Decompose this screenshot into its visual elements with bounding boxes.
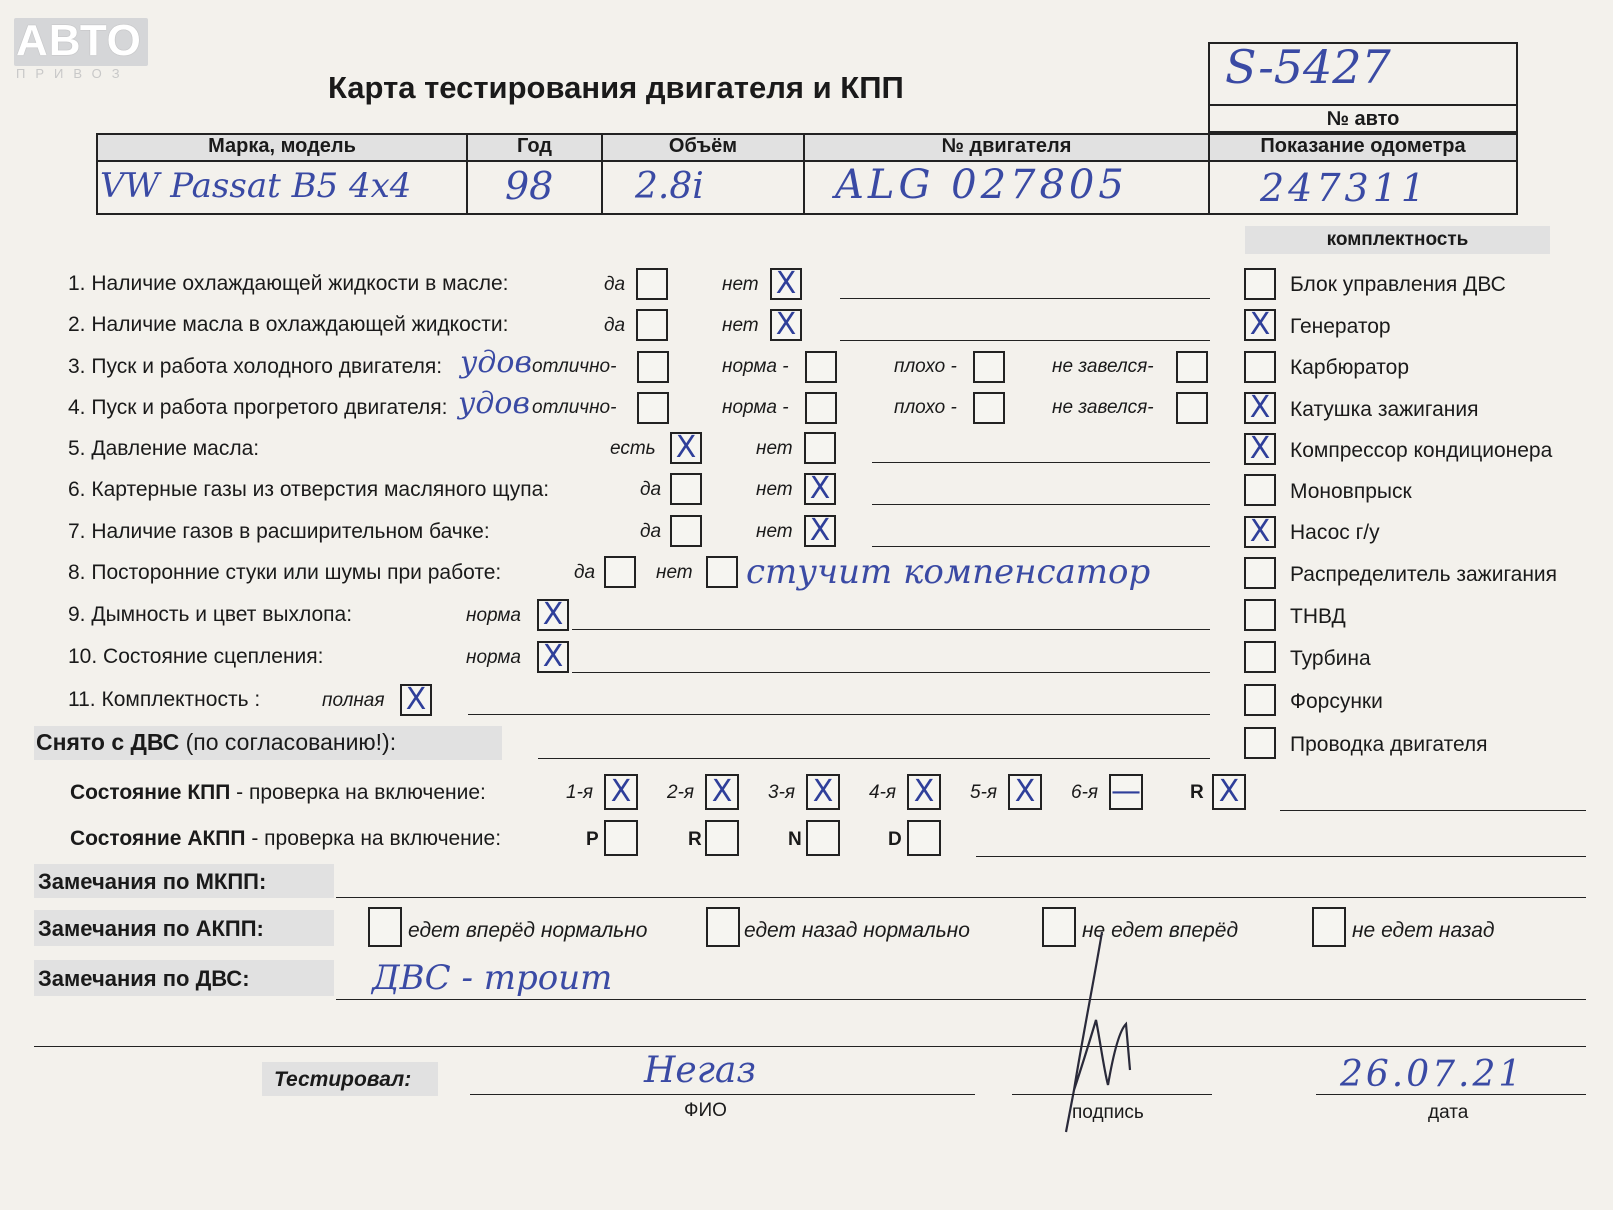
- checkbox-cold-excellent[interactable]: [637, 351, 669, 383]
- item-text: Дымность и цвет выхлопа:: [91, 603, 353, 626]
- checkbox-gear-5[interactable]: X: [1008, 774, 1042, 810]
- kit-checkbox-wiring[interactable]: [1244, 727, 1276, 759]
- opt-label: да: [640, 479, 662, 500]
- akpp-label-rest: - проверка на включение:: [245, 827, 502, 850]
- item-5: [68, 437, 259, 461]
- model-value: VW Passat B5 4x4: [100, 166, 412, 206]
- akpp-opt-label: едет вперёд нормально: [408, 919, 648, 942]
- kit-label-ecu: Блок управления ДВС: [1290, 273, 1506, 296]
- akpp-label: [70, 827, 501, 851]
- kit-checkbox-injection-pump[interactable]: [1244, 599, 1276, 631]
- item-7: [68, 520, 490, 544]
- page-title: Карта тестирования двигателя и КПП: [328, 70, 904, 105]
- entry-line: [468, 714, 1210, 715]
- checkbox-mode-d[interactable]: [907, 820, 941, 856]
- checkbox-coolant-oil-yes[interactable]: [636, 268, 668, 300]
- checkbox-warm-normal[interactable]: [805, 392, 837, 424]
- opt-label: да: [640, 521, 662, 542]
- logo: АВТО: [16, 16, 142, 65]
- item-number: 6.: [68, 478, 86, 501]
- item-number: 1.: [68, 272, 86, 295]
- gear-label: 6-я: [1071, 782, 1099, 803]
- kpp-label-bold: Состояние КПП: [70, 781, 231, 804]
- checkbox-cold-normal[interactable]: [805, 351, 837, 383]
- item-text: Посторонние стуки или шумы при работе:: [91, 561, 502, 584]
- removed-label-rest: (по согласованию!):: [179, 729, 397, 755]
- item-9: [68, 603, 352, 627]
- checkbox-warm-nostart[interactable]: [1176, 392, 1208, 424]
- date-value: 26.07.21: [1340, 1054, 1525, 1095]
- kit-label-ignition-coil: Катушка зажигания: [1290, 398, 1479, 421]
- opt-label: норма: [466, 605, 521, 626]
- entry-line: [872, 504, 1210, 505]
- item-2: [68, 313, 508, 337]
- item-number: 4.: [68, 396, 86, 419]
- header-volume: Объём: [668, 135, 738, 157]
- checkbox-oil-pressure-no[interactable]: [804, 432, 836, 464]
- checkbox-akpp-forward-ok[interactable]: [368, 907, 402, 947]
- kit-label-ac-compressor: Компрессор кондиционера: [1290, 439, 1553, 462]
- kit-checkbox-generator[interactable]: X: [1244, 309, 1276, 341]
- opt-label: да: [574, 562, 596, 583]
- akpp-opt-label: едет назад нормально: [744, 919, 970, 942]
- entry-line: [34, 1046, 1586, 1047]
- entry-line: [840, 298, 1210, 299]
- item-number: 2.: [68, 313, 86, 336]
- note-noise: стучит компенсатор: [746, 552, 1151, 592]
- opt-label: нет: [756, 479, 793, 500]
- table-divider: [96, 160, 1518, 162]
- entry-line: [1280, 810, 1586, 811]
- entry-line: [872, 462, 1210, 463]
- engine-number-value: ALG 027805: [835, 162, 1128, 208]
- opt-label: норма -: [722, 356, 789, 377]
- opt-label: нет: [722, 274, 759, 295]
- akpp-opt-label: не едет вперёд: [1082, 919, 1239, 942]
- checkbox-coolant-oil-no[interactable]: X: [770, 268, 802, 300]
- sign-line: [1012, 1094, 1212, 1095]
- header-year: Год: [517, 135, 552, 157]
- item-number: 9.: [68, 603, 86, 626]
- kit-checkbox-distributor[interactable]: [1244, 557, 1276, 589]
- kit-checkbox-ignition-coil[interactable]: X: [1244, 392, 1276, 424]
- checkbox-cold-nostart[interactable]: [1176, 351, 1208, 383]
- item-number: 3.: [68, 355, 86, 378]
- entry-line: [572, 672, 1210, 673]
- kit-label-mono-injection: Моновпрыск: [1290, 480, 1412, 503]
- kit-label-carburetor: Карбюратор: [1290, 356, 1410, 379]
- entry-line: [538, 758, 1210, 759]
- entry-line: [976, 856, 1586, 857]
- kit-label-generator: Генератор: [1290, 315, 1391, 338]
- gear-label: 4-я: [869, 782, 897, 803]
- gear-label: 5-я: [970, 782, 998, 803]
- item-8: [68, 561, 501, 585]
- opt-label: норма -: [722, 397, 789, 418]
- checkbox-oil-coolant-no[interactable]: X: [770, 309, 802, 341]
- entry-line: [336, 999, 1586, 1000]
- item-3: [68, 355, 442, 379]
- fio-line: [470, 1094, 975, 1095]
- item-10: [68, 645, 323, 669]
- remarks-mkpp-label: Замечания по МКПП:: [38, 869, 267, 894]
- opt-label: не завелся-: [1052, 397, 1154, 418]
- akpp-opt-label: не едет назад: [1352, 919, 1495, 942]
- mode-label: P: [586, 829, 599, 850]
- item-text: Состояние сцепления:: [103, 645, 324, 668]
- item-number: 5.: [68, 437, 86, 460]
- checkbox-akpp-reverse-ok[interactable]: [706, 907, 740, 947]
- item-number: 7.: [68, 520, 86, 543]
- checkbox-crankcase-yes[interactable]: [670, 473, 702, 505]
- kit-label-turbine: Турбина: [1290, 647, 1371, 670]
- opt-label: нет: [756, 438, 793, 459]
- kit-label-wiring: Проводка двигателя: [1290, 733, 1488, 756]
- checkbox-mode-p[interactable]: [604, 820, 638, 856]
- item-number: 8.: [68, 561, 86, 584]
- kit-checkbox-ac-compressor[interactable]: X: [1244, 433, 1276, 465]
- opt-label: не завелся-: [1052, 356, 1154, 377]
- item-number: 11.: [68, 688, 96, 711]
- entry-line: [336, 897, 1586, 898]
- checkbox-mode-r[interactable]: [705, 820, 739, 856]
- checkbox-crankcase-no[interactable]: X: [804, 473, 836, 505]
- gear-label: R: [1190, 782, 1204, 803]
- entry-line: [840, 340, 1210, 341]
- item-text: Наличие охлаждающей жидкости в масле:: [91, 272, 509, 295]
- opt-label: плохо -: [894, 397, 957, 418]
- removed-label-bold: Снято с ДВС: [36, 729, 180, 755]
- checkbox-gear-6[interactable]: —: [1111, 774, 1141, 809]
- checkbox-noise-yes[interactable]: [604, 556, 636, 588]
- remarks-dvs-value: ДВС - троит: [372, 958, 613, 998]
- header-engine-number: № двигателя: [941, 135, 1072, 157]
- tested-label: Тестировал:: [274, 1068, 412, 1091]
- checkbox-oil-coolant-yes[interactable]: [636, 309, 668, 341]
- note-cold-start: удов: [460, 345, 532, 380]
- kit-label-distributor: Распределитель зажигания: [1290, 563, 1558, 586]
- checkbox-warm-excellent[interactable]: [637, 392, 669, 424]
- mode-label: R: [688, 829, 702, 850]
- checkbox-mode-n[interactable]: [806, 820, 840, 856]
- item-11: [68, 688, 260, 712]
- checkbox-warm-bad[interactable]: [973, 392, 1005, 424]
- date-line: [1316, 1094, 1586, 1095]
- opt-label: есть: [610, 438, 656, 459]
- opt-label: да: [604, 315, 626, 336]
- opt-label: плохо -: [894, 356, 957, 377]
- sign-label: подпись: [1072, 1102, 1144, 1123]
- item-4: [68, 396, 448, 420]
- kpp-label-rest: - проверка на включение:: [230, 781, 486, 804]
- item-text: Комплектность :: [101, 688, 261, 711]
- checkbox-exhaust-normal[interactable]: X: [537, 599, 569, 631]
- kit-checkbox-injectors[interactable]: [1244, 684, 1276, 716]
- car-number-value: S-5427: [1225, 40, 1391, 94]
- entry-line: [572, 629, 1210, 630]
- header-model: Марка, модель: [208, 135, 356, 157]
- fio-value: Негаз: [644, 1050, 756, 1091]
- logo-subtitle: ПРИВОЗ: [16, 66, 130, 81]
- mode-label: D: [888, 829, 902, 850]
- kit-title: комплектность: [1245, 226, 1550, 254]
- item-text: Наличие газов в расширительном бачке:: [91, 520, 490, 543]
- gear-label: 3-я: [768, 782, 796, 803]
- checkbox-expansion-yes[interactable]: [670, 515, 702, 547]
- checkbox-gear-3[interactable]: X: [806, 774, 840, 810]
- checkbox-complete-full[interactable]: X: [400, 684, 432, 716]
- item-text: Давление масла:: [91, 437, 260, 460]
- akpp-label-bold: Состояние АКПП: [70, 827, 246, 850]
- kit-label-injectors: Форсунки: [1290, 690, 1383, 713]
- remarks-dvs-label: Замечания по ДВС:: [38, 966, 250, 991]
- volume-value: 2.8i: [635, 166, 704, 207]
- checkbox-gear-2[interactable]: X: [705, 774, 739, 810]
- checkbox-noise-no[interactable]: [706, 556, 738, 588]
- item-1: [68, 272, 508, 296]
- opt-label: нет: [656, 562, 693, 583]
- date-label: дата: [1428, 1102, 1469, 1123]
- opt-label: норма: [466, 647, 521, 668]
- fio-label: ФИО: [684, 1100, 727, 1121]
- removed-label: [36, 729, 396, 756]
- opt-label: нет: [756, 521, 793, 542]
- item-6: [68, 478, 549, 502]
- odometer-value: 247311: [1260, 166, 1430, 210]
- kit-checkbox-mono-injection[interactable]: [1244, 474, 1276, 506]
- mode-label: N: [788, 829, 802, 850]
- item-text: Наличие масла в охлаждающей жидкости:: [91, 313, 509, 336]
- checkbox-oil-pressure-yes[interactable]: X: [670, 432, 702, 464]
- divider: [1208, 104, 1518, 106]
- remarks-akpp-label: Замечания по АКПП:: [38, 916, 264, 941]
- entry-line: [872, 546, 1210, 547]
- opt-label: да: [604, 274, 626, 295]
- item-text: Картерные газы из отверстия масляного щупа:: [91, 478, 550, 501]
- checkbox-cold-bad[interactable]: [973, 351, 1005, 383]
- header-odometer: Показание одометра: [1260, 135, 1466, 157]
- opt-label: полная: [322, 690, 385, 711]
- kit-checkbox-ps-pump[interactable]: X: [1244, 516, 1276, 548]
- kit-checkbox-ecu[interactable]: [1244, 268, 1276, 300]
- kit-checkbox-carburetor[interactable]: [1244, 351, 1276, 383]
- checkbox-akpp-no-reverse[interactable]: [1312, 907, 1346, 947]
- year-value: 98: [505, 164, 554, 208]
- kpp-label: [70, 781, 486, 805]
- item-text: Пуск и работа холодного двигателя:: [91, 355, 443, 378]
- checkbox-clutch-normal[interactable]: X: [537, 641, 569, 673]
- opt-label: отлично-: [532, 356, 617, 377]
- gear-label: 2-я: [667, 782, 695, 803]
- checkbox-gear-1[interactable]: X: [604, 774, 638, 810]
- checkbox-gear-4[interactable]: X: [907, 774, 941, 810]
- checkbox-gear-r[interactable]: X: [1212, 774, 1246, 810]
- note-warm-start: удов: [458, 386, 530, 421]
- kit-label-injection-pump: ТНВД: [1290, 605, 1346, 628]
- opt-label: нет: [722, 315, 759, 336]
- car-number-label: № авто: [1326, 108, 1400, 130]
- gear-label: 1-я: [566, 782, 594, 803]
- item-text: Пуск и работа прогретого двигателя:: [91, 396, 448, 419]
- opt-label: отлично-: [532, 397, 617, 418]
- kit-checkbox-turbine[interactable]: [1244, 641, 1276, 673]
- kit-label-ps-pump: Насос г/у: [1290, 521, 1380, 544]
- checkbox-expansion-no[interactable]: X: [804, 515, 836, 547]
- item-number: 10.: [68, 645, 98, 668]
